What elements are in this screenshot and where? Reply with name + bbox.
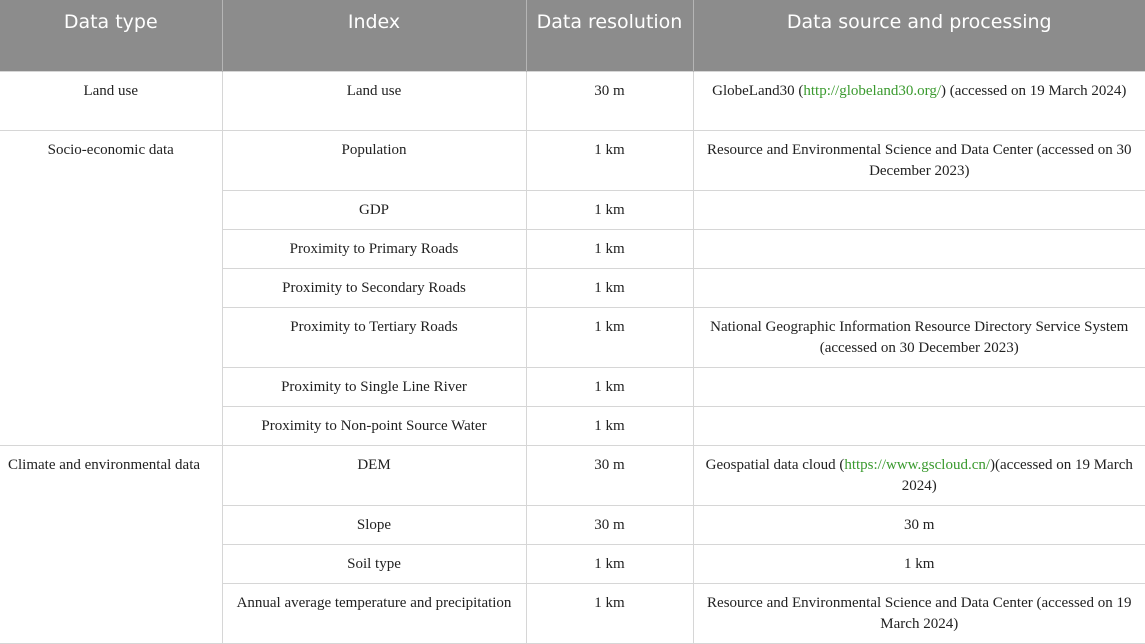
header-row bbox=[0, 0, 1145, 71]
cell-resolution: 1 km bbox=[526, 406, 693, 445]
cell-index: Land use bbox=[222, 71, 526, 130]
header-data-resolution: Data resolution bbox=[526, 0, 693, 71]
cell-resolution: 30 m bbox=[526, 445, 693, 505]
cell-resolution: 1 km bbox=[526, 583, 693, 643]
source-text-pre: Geospatial data cloud ( bbox=[705, 456, 845, 473]
cell-resolution: 1 km bbox=[526, 307, 693, 367]
cell-index: Proximity to Non-point Source Water bbox=[222, 406, 526, 445]
cell-source: National Geographic Information Resource Directory Service System (accessed on 30 December 2023) bbox=[693, 307, 1145, 367]
cell-index: Proximity to Tertiary Roads bbox=[222, 307, 526, 367]
cell-resolution: 1 km bbox=[526, 130, 693, 190]
cell-source bbox=[693, 406, 1145, 445]
cell-index: GDP bbox=[222, 190, 526, 229]
cell-source bbox=[693, 71, 1145, 130]
cell-data-type: Land use bbox=[0, 71, 222, 130]
source-text-post: ) (accessed on 19 March 2024) bbox=[941, 82, 1127, 99]
cell-source: Resource and Environmental Science and Data Center (accessed on 19 March 2024) bbox=[693, 583, 1145, 643]
source-text-post: )(accessed on 19 March 2024) bbox=[901, 456, 1133, 494]
cell-index: Proximity to Secondary Roads bbox=[222, 268, 526, 307]
cell-resolution: 1 km bbox=[526, 229, 693, 268]
cell-source bbox=[693, 367, 1145, 406]
header-data-type: Data type bbox=[0, 0, 222, 71]
cell-source bbox=[693, 268, 1145, 307]
cell-source: Resource and Environmental Science and Data Center (accessed on 30 December 2023) bbox=[693, 130, 1145, 190]
cell-index: Soil type bbox=[222, 544, 526, 583]
header-index: Index bbox=[222, 0, 526, 71]
cell-resolution: 1 km bbox=[526, 268, 693, 307]
cell-resolution: 1 km bbox=[526, 190, 693, 229]
gscloud-link[interactable]: https://www.gscloud.cn/ bbox=[844, 456, 991, 473]
cell-data-type-socio-economic: Socio-economic data bbox=[0, 130, 222, 445]
cell-resolution: 30 m bbox=[526, 71, 693, 130]
source-text-pre: GlobeLand30 ( bbox=[712, 82, 804, 99]
cell-source: 1 km bbox=[693, 544, 1145, 583]
header-data-source: Data source and processing bbox=[693, 0, 1145, 71]
table-row bbox=[0, 130, 1145, 190]
globeland30-link[interactable]: http://globeland30.org/ bbox=[803, 82, 941, 99]
table-row bbox=[0, 445, 1145, 505]
cell-index: Population bbox=[222, 130, 526, 190]
table-row bbox=[0, 71, 1145, 130]
cell-index: Annual average temperature and precipitation bbox=[222, 583, 526, 643]
cell-source bbox=[693, 445, 1145, 505]
cell-source: 30 m bbox=[693, 505, 1145, 544]
cell-index: Proximity to Primary Roads bbox=[222, 229, 526, 268]
cell-index: Slope bbox=[222, 505, 526, 544]
cell-index: Proximity to Single Line River bbox=[222, 367, 526, 406]
cell-resolution: 1 km bbox=[526, 367, 693, 406]
cell-resolution: 1 km bbox=[526, 544, 693, 583]
cell-data-type-climate: Climate and environmental data bbox=[0, 445, 222, 643]
cell-source bbox=[693, 190, 1145, 229]
cell-index: DEM bbox=[222, 445, 526, 505]
cell-source bbox=[693, 229, 1145, 268]
cell-resolution: 30 m bbox=[526, 505, 693, 544]
